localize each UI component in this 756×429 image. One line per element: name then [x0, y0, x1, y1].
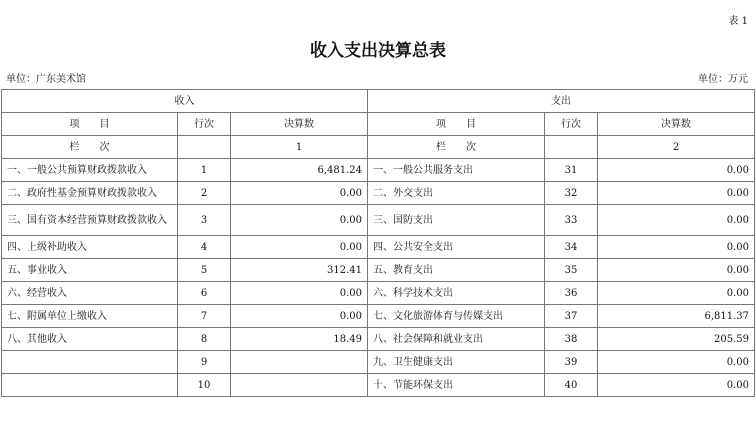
table-row [2, 182, 755, 205]
table-row [2, 282, 755, 305]
expense-item: 三、国防支出 [368, 205, 545, 236]
expense-item: 八、社会保障和就业支出 [368, 328, 545, 351]
expense-row-no: 33 [545, 205, 598, 236]
expense-amount: 0.00 [598, 259, 755, 282]
income-row-no: 9 [178, 351, 231, 374]
income-item-header: 项 目 [2, 113, 178, 136]
expense-amount: 6,811.37 [598, 305, 755, 328]
table-row [2, 259, 755, 282]
expense-amount: 205.59 [598, 328, 755, 351]
income-row-no: 2 [178, 182, 231, 205]
table-row [2, 205, 755, 236]
income-amount [231, 351, 368, 374]
income-col-number: 1 [231, 136, 368, 159]
income-expense-table [1, 89, 755, 397]
income-amount: 0.00 [231, 205, 368, 236]
expense-row-no: 40 [545, 374, 598, 397]
column-index-row [2, 136, 755, 159]
empty-cell [545, 136, 598, 159]
income-row-no: 5 [178, 259, 231, 282]
income-amount: 6,481.24 [231, 159, 368, 182]
income-amount [231, 374, 368, 397]
section-header-row [2, 90, 755, 113]
income-header: 收入 [2, 90, 368, 113]
expense-item: 六、科学技术支出 [368, 282, 545, 305]
column-header-row [2, 113, 755, 136]
expense-row-no: 34 [545, 236, 598, 259]
expense-amount-header: 决算数 [598, 113, 755, 136]
income-item: 五、事业收入 [2, 259, 178, 282]
income-row-no: 3 [178, 205, 231, 236]
table-row [2, 236, 755, 259]
income-amount-header: 决算数 [231, 113, 368, 136]
income-row-no: 10 [178, 374, 231, 397]
expense-header: 支出 [368, 90, 755, 113]
expense-item: 七、文化旅游体育与传媒支出 [368, 305, 545, 328]
expense-row-no-header: 行次 [545, 113, 598, 136]
expense-row-no: 38 [545, 328, 598, 351]
income-amount: 0.00 [231, 182, 368, 205]
income-item: 八、其他收入 [2, 328, 178, 351]
expense-row-no: 31 [545, 159, 598, 182]
expense-row-no: 37 [545, 305, 598, 328]
expense-col-number: 2 [598, 136, 755, 159]
income-row-no: 7 [178, 305, 231, 328]
expense-row-no: 32 [545, 182, 598, 205]
income-amount: 18.49 [231, 328, 368, 351]
expense-amount: 0.00 [598, 351, 755, 374]
expense-col-label: 栏 次 [368, 136, 545, 159]
expense-row-no: 39 [545, 351, 598, 374]
income-item [2, 374, 178, 397]
income-amount: 312.41 [231, 259, 368, 282]
income-row-no-header: 行次 [178, 113, 231, 136]
expense-item: 十、节能环保支出 [368, 374, 545, 397]
expense-amount: 0.00 [598, 159, 755, 182]
income-amount: 0.00 [231, 236, 368, 259]
income-item: 七、附属单位上缴收入 [2, 305, 178, 328]
income-row-no: 4 [178, 236, 231, 259]
expense-amount: 0.00 [598, 182, 755, 205]
unit-label: 单位：广东美术馆 [6, 74, 86, 85]
income-item: 三、国有资本经营预算财政拨款收入 [2, 205, 178, 236]
income-row-no: 8 [178, 328, 231, 351]
income-item: 六、经营收入 [2, 282, 178, 305]
income-amount: 0.00 [231, 305, 368, 328]
table-row [2, 351, 755, 374]
income-item [2, 351, 178, 374]
income-item: 二、政府性基金预算财政拨款收入 [2, 182, 178, 205]
table-row [2, 159, 755, 182]
expense-row-no: 36 [545, 282, 598, 305]
table-row [2, 328, 755, 351]
expense-item-header: 项 目 [368, 113, 545, 136]
expense-item: 四、公共安全支出 [368, 236, 545, 259]
currency-unit-label: 单位：万元 [698, 74, 748, 85]
expense-item: 九、卫生健康支出 [368, 351, 545, 374]
income-row-no: 1 [178, 159, 231, 182]
income-amount: 0.00 [231, 282, 368, 305]
table-row [2, 305, 755, 328]
empty-cell [178, 136, 231, 159]
expense-item: 一、一般公共服务支出 [368, 159, 545, 182]
table-row [2, 374, 755, 397]
expense-item: 五、教育支出 [368, 259, 545, 282]
expense-amount: 0.00 [598, 282, 755, 305]
expense-amount: 0.00 [598, 205, 755, 236]
income-col-label: 栏 次 [2, 136, 178, 159]
income-row-no: 6 [178, 282, 231, 305]
expense-row-no: 35 [545, 259, 598, 282]
income-item: 一、一般公共预算财政拨款收入 [2, 159, 178, 182]
income-item: 四、上级补助收入 [2, 236, 178, 259]
page-title: 收入支出决算总表 [310, 41, 446, 61]
table-number: 表 1 [728, 16, 748, 27]
expense-item: 二、外交支出 [368, 182, 545, 205]
expense-amount: 0.00 [598, 236, 755, 259]
expense-amount: 0.00 [598, 374, 755, 397]
